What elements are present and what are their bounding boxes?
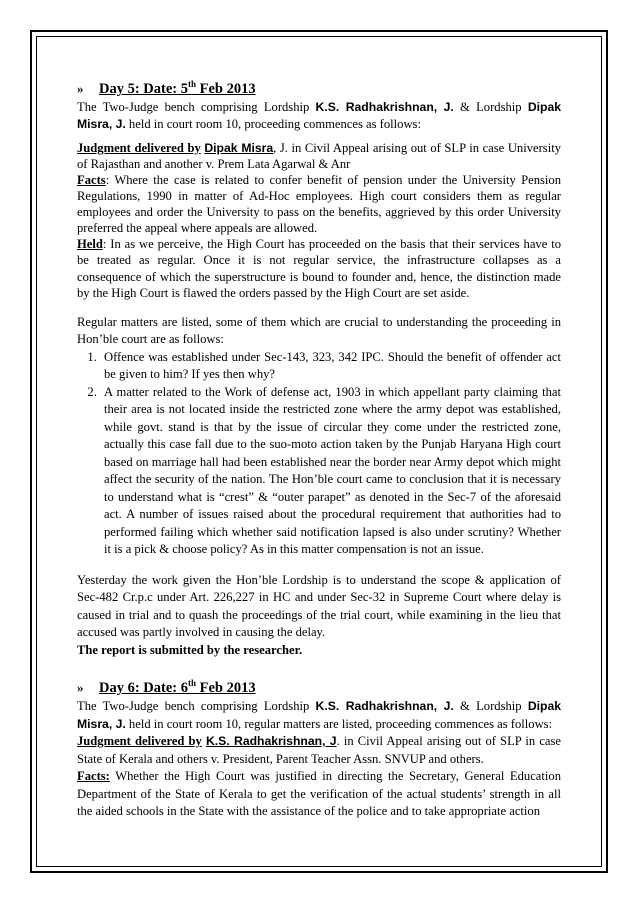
judge-name: Dipak Misra, J. [77, 99, 562, 132]
day5-judgment: Judgment delivered by Dipak Misra, J. in Civil Appeal arising out of SLP in case University of Rajasthan and another v. Prem Lata Agarwal & Anr [77, 140, 561, 171]
regular-matters-intro: Regular matters are listed, some of them which are crucial to understanding the proceeding in Hon’ble court are as follows: [77, 314, 561, 347]
document-body [77, 74, 561, 821]
report-note: The report is submitted by the researcher. [77, 642, 303, 657]
judge-name: K.S. Radhakrishnan, J. [315, 699, 454, 714]
judgment-label: Judgment delivered by [77, 140, 201, 155]
judge-name: K.S. Radhakrishnan, J. [315, 99, 454, 114]
judge-name: Dipak Misra, J. [77, 699, 562, 731]
list-item: 1. Offence was established under Sec-143, 323, 342 IPC. Should the benefit of offender act be given to him? If yes then why? [100, 349, 561, 384]
facts-label: Facts [77, 173, 106, 188]
day5-facts: Facts: Where the case is related to confer benefit of pension under the University Pension Regulations, 1990 in matter of Ad-Hoc employees. High court considers them as regular employees and order the University to pass on the benefits, aggrieved by this order University preferred the appeal where appeals are allowed. [77, 173, 561, 236]
judge-name: Dipak Misra [204, 140, 274, 155]
judgment-label: Judgment delivered by [77, 734, 202, 749]
day5-heading: » Day 5: Date: 5th Feb 2013 [77, 79, 256, 97]
yesterday-paragraph: Yesterday the work given the Hon’ble Lordship is to understand the scope & application of Sec-482 Cr.p.c under Art. 226,227 in HC and under Sec-32 in Supreme Court where delay is caused in trial and to quash the proceedings of the trial court, while examining in the lieu that accused was partly involved in causing the delay. [77, 572, 561, 640]
judge-name: K.S. Radhakrishnan, J [205, 734, 337, 749]
day6-facts: Facts: Whether the High Court was justified in directing the Secretary, General Education Department of the State of Kerala to get the verification of the actual students’ strength in all the aided schools in the State with the assistance of the police and to take appropriate action [77, 769, 561, 819]
double-chevron-icon: » [77, 680, 84, 696]
day5-intro: The Two-Judge bench comprising Lordship K.S. Radhakrishnan, J. & Lordship Dipak Misra, J. held in court room 10, proceeding commences as follows: [77, 99, 562, 132]
list-item: 2. A matter related to the Work of defense act, 1903 in which appellant party claiming that their area is not located inside the restricted zone where the army depot was established, while govt. stand is that by the issue of circular they come under the restricted zone, actually this case fall due to the suo-moto action taken by the Punjab Haryana High court based on marriage hall had been established near the border near Army depot which might affect the security of the nation. The Hon’ble court came to conclusion that it is necessary to understand what is “crest” & “outer parapet” as denoted in the Sec-7 of the aforesaid act. A number of issues raised about the procedural requirement that authorities had to performed failing which whether said notification lapsed is also under scrutiny? Whether it is a pick & choose policy? As in this matter compensation is not an issue. [100, 384, 561, 559]
matters-list [77, 349, 561, 559]
day6-judgment: Judgment delivered by K.S. Radhakrishnan, J. in Civil Appeal arising out of SLP in case State of Kerala and others v. President, Parent Teacher Assn. SNVUP and others. [77, 734, 561, 766]
day6-heading: » Day 6: Date: 6th Feb 2013 [77, 678, 256, 697]
held-label: Held [77, 237, 103, 252]
day5-held: Held: In as we perceive, the High Court has proceeded on the basis that their services have to be treated as regular. Once it is not regular service, the infrastructure collapses as a consequence of which the superstructure is bound to founder and, hence, the distinction made by the High Court is flawed the orders passed by the High Court are set aside. [77, 237, 561, 300]
double-chevron-icon: » [77, 80, 84, 96]
day6-intro: The Two-Judge bench comprising Lordship K.S. Radhakrishnan, J. & Lordship Dipak Misra, J. held in court room 10, regular matters are listed, proceeding commences as follows: [77, 699, 562, 731]
facts-label: Facts: [77, 769, 110, 784]
